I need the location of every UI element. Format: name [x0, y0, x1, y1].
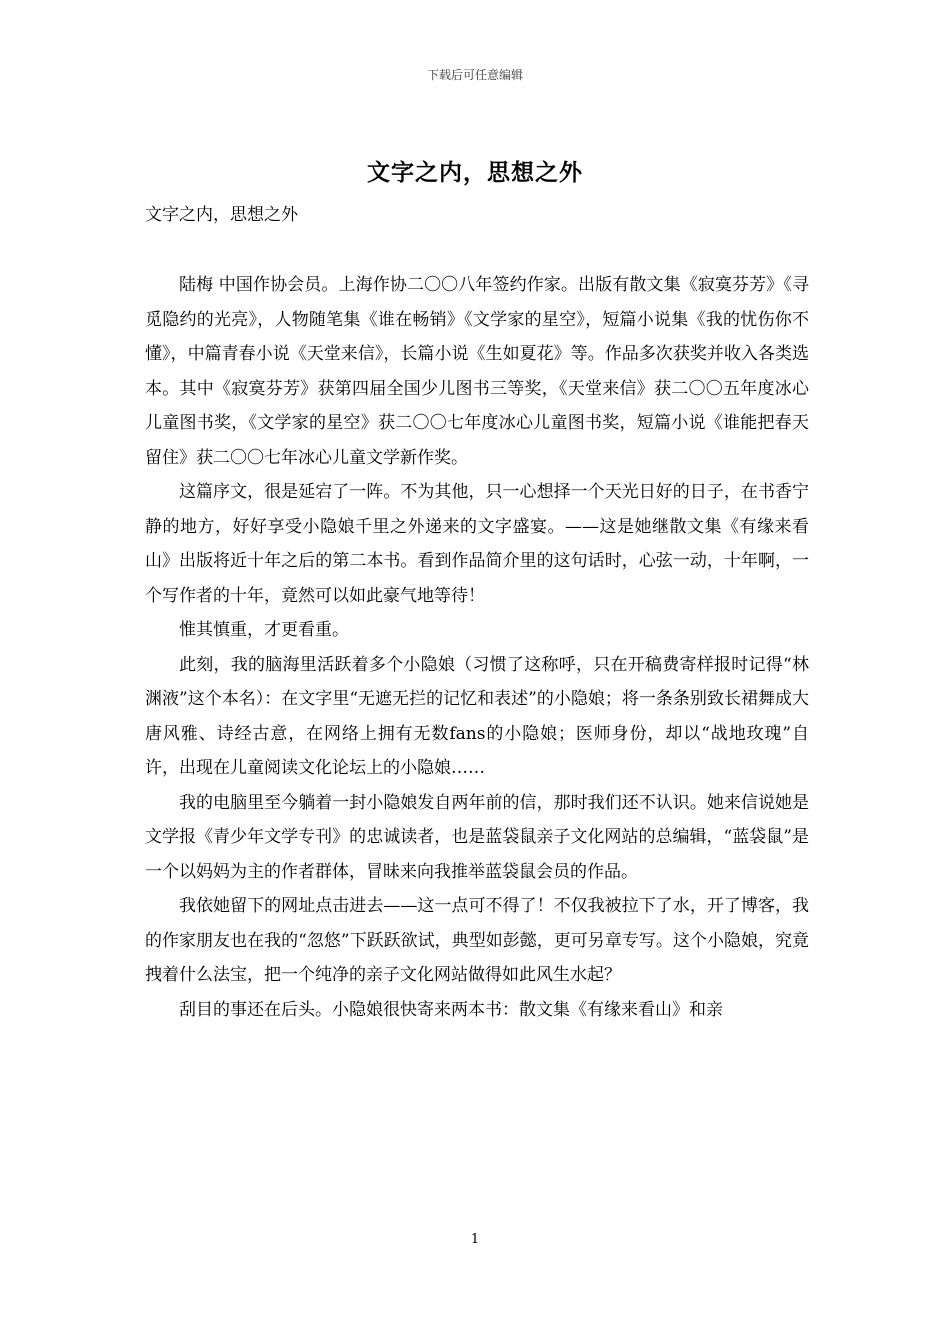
paragraph: 我的电脑里至今躺着一封小隐娘发自两年前的信，那时我们还不认识。她来信说她是文学报《青少年文学专刊》的忠诚读者，也是蓝袋鼠亲子文化网站的总编辑，“蓝袋鼠”是一个以妈妈为主的作者群体，冒昧来向我推举蓝袋鼠会员的作品。 — [145, 792, 809, 882]
paragraph-author-bio: 陆梅 中国作协会员。上海作协二〇〇八年签约作家。出版有散文集《寂寞芬芳》《寻觅隐约的光亮》，人物随笔集《谁在畅销》《文学家的星空》，短篇小说集《我的忧伤你不懂》，中篇青春小说《天堂来信》，长篇小说《生如夏花》等。作品多次获奖并收入各类选本。其中《寂寞芬芳》获第四届全国少儿图书三等奖，《天堂来信》获二〇〇五年度冰心儿童图书奖，《文学家的星空》获二〇〇七年度冰心儿童图书奖，短篇小说《谁能把春天留住》获二〇〇七年冰心儿童文学新作奖。 — [145, 275, 809, 468]
paragraph: 此刻，我的脑海里活跃着多个小隐娘（习惯了这称呼，只在开稿费寄样报时记得“林渊液”这个本名）：在文字里“无遮无拦的记忆和表述”的小隐娘；将一条条别致长裙舞成大唐风雅、诗经古意，在网络上拥有无数fans的小隐娘；医师身份，却以“战地玫瑰”自许，出现在儿童阅读文化论坛上的小隐娘…… — [145, 654, 809, 778]
document-title: 文字之内，思想之外 — [367, 159, 583, 186]
document-subtitle: 文字之内，思想之外 — [145, 205, 298, 225]
paragraph: 惟其慎重，才更看重。 — [179, 620, 349, 640]
paragraph: 我依她留下的网址点击进去——这一点可不得了！不仅我被拉下了水，开了博客，我的作家朋友也在我的“忽悠”下跃跃欲试，典型如彭懿，更可另章专写。这个小隐娘，究竟拽着什么法宝，把一个纯净的亲子文化网站做得如此风生水起？ — [145, 896, 809, 985]
page-number: 1 — [470, 1232, 480, 1247]
document-body — [145, 268, 809, 1027]
paragraph: 刮目的事还在后头。小隐娘很快寄来两本书：散文集《有缘来看山》和亲 — [179, 999, 723, 1020]
paragraph: 这篇序文，很是延宕了一阵。不为其他，只一心想择一个天光日好的日子，在书香宁静的地方，好好享受小隐娘千里之外递来的文字盛宴。——这是她继散文集《有缘来看山》出版将近十年之后的第二本书。看到作品简介里的这句话时，心弦一动，十年啊，一个写作者的十年，竟然可以如此豪气地等待！ — [145, 482, 809, 606]
header-note: 下载后可任意编辑 — [426, 68, 523, 82]
